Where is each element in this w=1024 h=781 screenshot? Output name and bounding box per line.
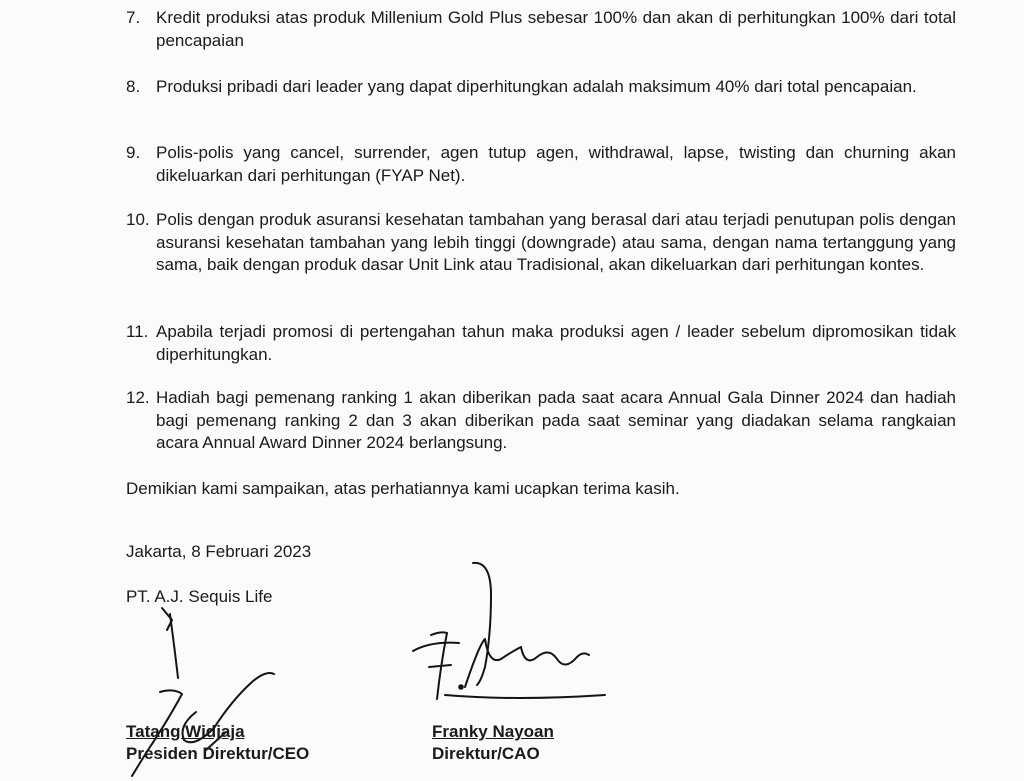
list-item-10 [126,209,956,277]
item-number: 10. [126,210,150,229]
item-number: 7. [126,8,141,27]
list-item-9 [126,142,956,187]
signatory-1-name: Tatang Widjaja [126,722,245,741]
item-number: 12. [126,388,150,407]
item-text: Hadiah bagi pemenang ranking 1 akan diberikan pada saat acara Annual Gala Dinner 2024 dan hadiah bagi pemenang ranking 2 dan 3 akan diberikan pada saat seminar yang diadakan selama rangkaian acara Annual Award Dinner 2024 berlangsung. [156,388,956,452]
item-text: Produksi pribadi dari leader yang dapat diperhitungkan adalah maksimum 40% dari total pencapaian. [156,77,917,96]
place-date: Jakarta, 8 Februari 2023 [126,542,312,561]
list-item-8 [126,76,956,99]
item-text: Polis dengan produk asuransi kesehatan tambahan yang berasal dari atau terjadi penutupan polis dengan asuransi kesehatan tambahan yang lebih tinggi (downgrade) atau sama, dengan nama tertanggung yang sama, baik dengan produk dasar Unit Link atau Tradisional, akan dikeluarkan dari perhitungan kontes. [156,210,956,274]
signatory-1 [126,721,309,765]
list-item-11 [126,321,956,366]
closing-paragraph: Demikian kami sampaikan, atas perhatiannya kami ucapkan terima kasih. [126,479,680,498]
signatory-2 [432,721,554,765]
signatory-1-title: Presiden Direktur/CEO [126,744,310,763]
item-text: Kredit produksi atas produk Millenium Gold Plus sebesar 100% dan akan di perhitungkan 100% dari total pencapaian [156,8,956,50]
item-number: 11. [126,322,149,341]
item-text: Polis-polis yang cancel, surrender, agen tutup agen, withdrawal, lapse, twisting dan churning akan dikeluarkan dari perhitungan (FYAP Net). [156,143,956,185]
list-item-7 [126,7,956,52]
signatory-2-title: Direktur/CAO [432,744,540,763]
company-name: PT. A.J. Sequis Life [126,587,273,606]
list-item-12 [126,387,956,455]
item-number: 8. [126,77,141,96]
item-text: Apabila terjadi promosi di pertengahan tahun maka produksi agen / leader sebelum dipromosikan tidak diperhitungkan. [156,322,956,364]
signature-2 [405,555,615,705]
item-number: 9. [126,143,141,162]
signatory-2-name: Franky Nayoan [432,722,554,741]
